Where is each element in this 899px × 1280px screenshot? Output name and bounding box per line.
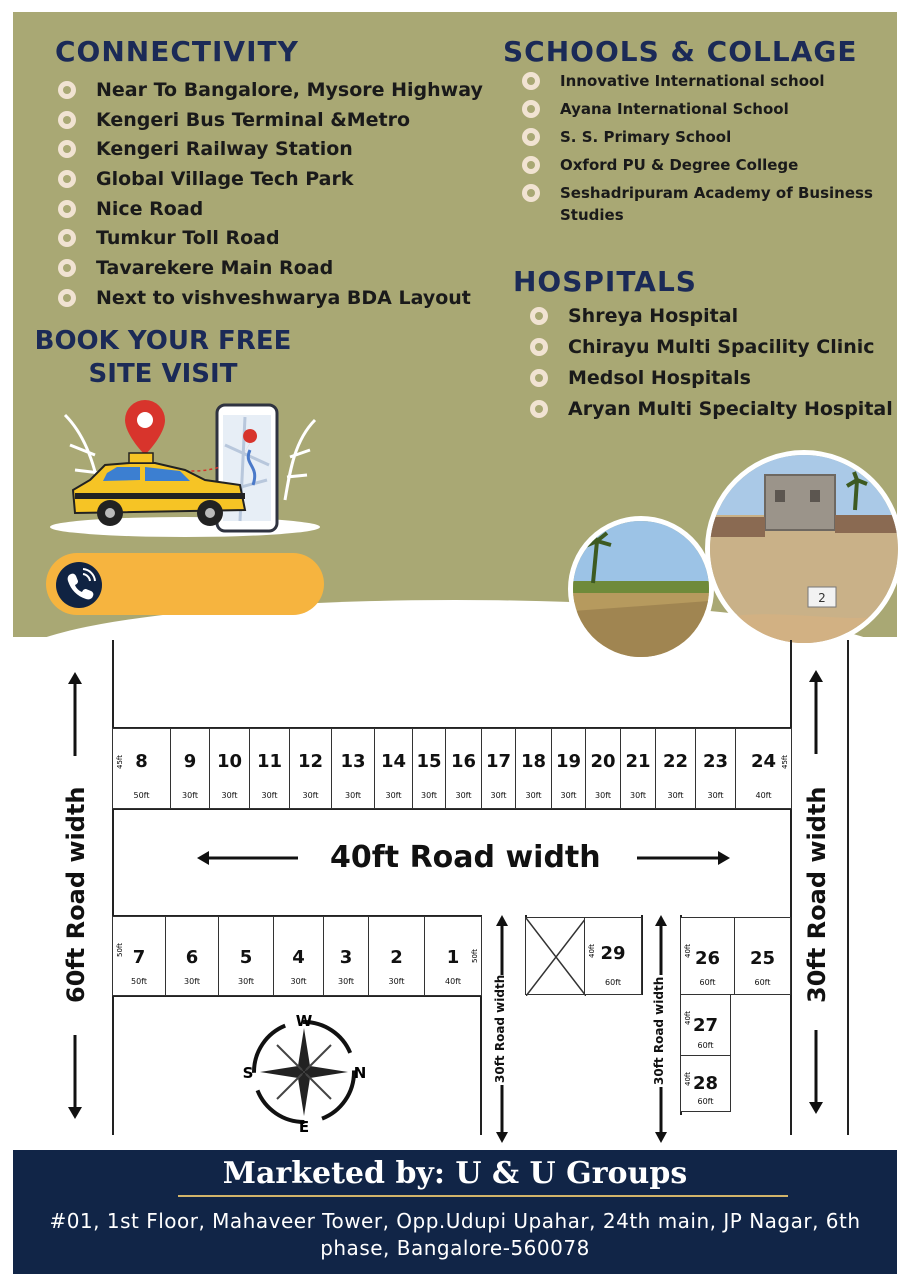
list-item: [522, 98, 882, 120]
plot-22[interactable]: [655, 728, 696, 809]
bullet-icon: [530, 369, 548, 387]
plot-width: 50ft: [133, 791, 150, 800]
bullet-icon: [58, 140, 76, 158]
plot-width: 30ft: [338, 977, 354, 986]
plot-number: 10: [216, 751, 243, 772]
plot-width: 30ft: [385, 791, 402, 800]
plot-width: 30ft: [630, 791, 646, 800]
plot-depth: 40ft: [684, 944, 692, 958]
plot-23[interactable]: [695, 728, 736, 809]
compass-icon: [242, 1010, 367, 1135]
arrow-updown-icon: [493, 915, 511, 1145]
plot-8[interactable]: [112, 728, 171, 809]
plot-11[interactable]: [249, 728, 290, 809]
plot-depth: 40ft: [684, 1011, 692, 1025]
footer: [13, 1150, 897, 1274]
plot-number: 7: [132, 947, 146, 968]
plot-16[interactable]: [445, 728, 482, 809]
bullet-icon: [530, 338, 548, 356]
compass-east-label: E: [298, 1118, 310, 1135]
plot-width: 50ft: [131, 977, 147, 986]
plot-4[interactable]: [273, 916, 324, 996]
list-item: [58, 195, 483, 225]
left-road-label: 60ft Road width: [62, 786, 90, 1003]
plot-25[interactable]: [734, 917, 791, 995]
footer-address: #01, 1st Floor, Mahaveer Tower, Opp.Udupi Upahar, 24th main, JP Nagar, 6th phase, Bangalore-560078: [49, 1209, 861, 1260]
right-boundary: [790, 640, 792, 1135]
plot-number: 27: [692, 1015, 719, 1036]
schools-list: [522, 70, 882, 232]
bullet-icon: [58, 170, 76, 188]
plot-24[interactable]: [735, 728, 792, 809]
book-line-2: SITE VISIT: [88, 359, 238, 389]
list-item-label: Aryan Multi Specialty Hospital: [568, 398, 893, 420]
plot-depth: 50ft: [471, 949, 479, 963]
plot-number: 1: [446, 947, 460, 968]
phone-icon[interactable]: [56, 562, 102, 608]
list-item-label: Chirayu Multi Spacility Clinic: [568, 336, 875, 358]
plot-6[interactable]: [165, 916, 219, 996]
bullet-icon: [58, 111, 76, 129]
bullet-icon: [58, 229, 76, 247]
footer-title: Marketed by: U & U Groups: [222, 1156, 688, 1191]
book-line-1: BOOK YOUR FREE: [34, 326, 292, 356]
site-photo-large: [705, 450, 899, 648]
list-item-label: Next to vishveshwarya BDA Layout: [96, 286, 471, 309]
list-item: [530, 395, 893, 426]
list-item: [522, 154, 882, 176]
inner-road-1-label: 30ft Road width: [493, 974, 507, 1083]
plot-width: 30ft: [182, 791, 198, 800]
plot-width: 30ft: [490, 791, 507, 800]
list-item-label: S. S. Primary School: [560, 128, 732, 146]
list-item-label: Ayana International School: [560, 100, 789, 118]
list-item-label: Kengeri Railway Station: [96, 138, 353, 161]
plot-width: 30ft: [238, 977, 254, 986]
list-item: [530, 333, 893, 364]
taxi-map-illustration: [45, 395, 330, 540]
hospitals-title: HOSPITALS: [513, 265, 697, 298]
arrow-left-icon: [195, 848, 300, 868]
plot-12[interactable]: [289, 728, 332, 809]
list-item: [522, 126, 882, 148]
plot-number: 9: [183, 751, 197, 772]
plot-number: 25: [749, 948, 776, 969]
schools-title: SCHOOLS & COLLAGE: [503, 35, 858, 68]
plot-number: 28: [692, 1073, 719, 1094]
list-item: [58, 284, 483, 314]
plot-width: 30ft: [261, 791, 278, 800]
hospitals-list: [530, 302, 893, 426]
list-item: [530, 364, 893, 395]
list-item-label: Tumkur Toll Road: [96, 227, 280, 250]
arrow-up-right-icon: [806, 670, 826, 755]
plot-number: 13: [340, 751, 366, 772]
plot-number: 11: [256, 751, 283, 772]
plot-18[interactable]: [515, 728, 552, 809]
bullet-icon: [58, 200, 76, 218]
plot-depth: 50ft: [116, 943, 124, 957]
plot-depth: 45ft: [781, 755, 789, 769]
inner-road-2-label: 30ft Road width: [652, 976, 666, 1085]
plot-2[interactable]: [368, 916, 425, 996]
plot-width: 30ft: [525, 791, 542, 800]
plot-number: 5: [239, 947, 253, 968]
plot-width: 40ft: [445, 977, 461, 986]
compass-west-label: W: [295, 1012, 313, 1030]
plot-21[interactable]: [620, 728, 656, 809]
bullet-icon: [522, 128, 540, 146]
list-item-label: Medsol Hospitals: [568, 367, 751, 389]
plot-number: 22: [662, 751, 689, 772]
plot-number: 8: [135, 751, 148, 772]
plot-number: 14: [380, 751, 407, 772]
plot-1[interactable]: [424, 916, 482, 996]
list-item: [58, 165, 483, 195]
plot-5[interactable]: [218, 916, 274, 996]
plot-width: 30ft: [388, 977, 405, 986]
list-item: [530, 302, 893, 333]
plot-number: 23: [702, 751, 729, 772]
plot-3[interactable]: [323, 916, 369, 996]
plot-number: 19: [555, 751, 582, 772]
plot-width: 60ft: [605, 978, 621, 987]
plot-depth: 40ft: [588, 944, 596, 958]
plot-width: 60ft: [697, 1041, 714, 1050]
right-road-label: 30ft Road width: [803, 786, 831, 1003]
plot-width: 30ft: [595, 791, 611, 800]
bullet-icon: [522, 156, 540, 174]
arrow-updown-icon: [652, 915, 670, 1145]
list-item-label: Seshadripuram Academy of Business Studies: [560, 184, 873, 224]
connectivity-list: [58, 76, 483, 314]
plot-number: 26: [694, 948, 721, 969]
plot-reserved: [525, 917, 585, 995]
plot-width: 30ft: [184, 977, 200, 986]
plot-10[interactable]: [209, 728, 250, 809]
plot-depth: 45ft: [116, 755, 124, 769]
plot-width: 30ft: [667, 791, 684, 800]
list-item-label: Kengeri Bus Terminal &Metro: [96, 108, 411, 131]
list-item: [522, 182, 882, 226]
arrow-down-left-icon: [65, 1035, 85, 1120]
plot-14[interactable]: [374, 728, 413, 809]
plot-17[interactable]: [481, 728, 516, 809]
plot-width: 60ft: [754, 978, 771, 987]
bullet-icon: [530, 307, 548, 325]
plot-width: 30ft: [345, 791, 361, 800]
plot-number: 15: [416, 751, 442, 772]
leaf-right-icon: [285, 420, 315, 500]
photo-marker-label: 2: [818, 591, 826, 605]
plot-width: 30ft: [421, 791, 437, 800]
far-right-boundary: [847, 640, 849, 1135]
bullet-icon: [522, 184, 540, 202]
footer-divider: [178, 1195, 788, 1197]
bullet-icon: [522, 100, 540, 118]
plot-width: 60ft: [699, 978, 716, 987]
plot-width: 30ft: [455, 791, 472, 800]
plot-29[interactable]: [584, 917, 642, 995]
site-photo-small: [568, 516, 714, 662]
plot-13[interactable]: [331, 728, 375, 809]
bullet-icon: [58, 259, 76, 277]
plot-number: 2: [390, 947, 403, 968]
plot-width: 60ft: [697, 1097, 714, 1106]
list-item-label: Shreya Hospital: [568, 305, 739, 327]
plot-number: 12: [297, 751, 324, 772]
plot-width: 30ft: [302, 791, 319, 800]
plot-number: 6: [185, 947, 199, 968]
book-visit-heading: [28, 325, 298, 391]
list-item-label: Oxford PU & Degree College: [560, 156, 799, 174]
list-item-label: Nice Road: [96, 197, 204, 220]
plot-depth: 40ft: [684, 1072, 692, 1086]
list-item: [58, 254, 483, 284]
list-item-label: Innovative International school: [560, 72, 825, 90]
list-item-label: Global Village Tech Park: [96, 168, 354, 191]
plot-number: 17: [485, 751, 512, 772]
plot-number: 16: [450, 751, 477, 772]
plot-7[interactable]: [112, 916, 166, 996]
plot-width: 30ft: [560, 791, 577, 800]
arrow-right-icon: [637, 848, 732, 868]
list-item-label: Tavarekere Main Road: [96, 257, 334, 280]
main-road-label: 40ft Road width: [330, 840, 601, 875]
arrow-down-right-icon: [806, 1030, 826, 1115]
plot-number: 3: [339, 947, 353, 968]
plot-27[interactable]: [680, 994, 731, 1056]
arrow-up-left-icon: [65, 672, 85, 757]
connectivity-title: CONNECTIVITY: [55, 35, 299, 68]
plot-number: 20: [590, 751, 616, 772]
plot-15[interactable]: [412, 728, 446, 809]
list-item: [58, 76, 483, 106]
plot-9[interactable]: [170, 728, 210, 809]
bullet-icon: [58, 289, 76, 307]
plot-26[interactable]: [680, 917, 735, 995]
list-item: [522, 70, 882, 92]
plot-width: 30ft: [290, 977, 307, 986]
list-item: [58, 135, 483, 165]
compass-north-label: N: [353, 1064, 367, 1082]
plot-width: 40ft: [755, 791, 772, 800]
list-item: [58, 224, 483, 254]
plot-width: 30ft: [221, 791, 238, 800]
plot-number: 21: [625, 751, 651, 772]
bullet-icon: [58, 81, 76, 99]
plot-number: 18: [520, 751, 547, 772]
list-item-label: Near To Bangalore, Mysore Highway: [96, 79, 483, 101]
plot-number: 4: [292, 947, 305, 968]
bullet-icon: [530, 400, 548, 418]
list-item: [58, 106, 483, 136]
plot-28[interactable]: [680, 1055, 731, 1112]
left-boundary: [112, 640, 114, 1135]
plot-20[interactable]: [585, 728, 621, 809]
compass-south-label: S: [242, 1064, 254, 1082]
bullet-icon: [522, 72, 540, 90]
plot-19[interactable]: [551, 728, 586, 809]
plot-number: 29: [600, 943, 626, 964]
plot-number: 24: [750, 751, 777, 772]
plot-width: 30ft: [707, 791, 724, 800]
ground-shadow: [50, 517, 320, 537]
